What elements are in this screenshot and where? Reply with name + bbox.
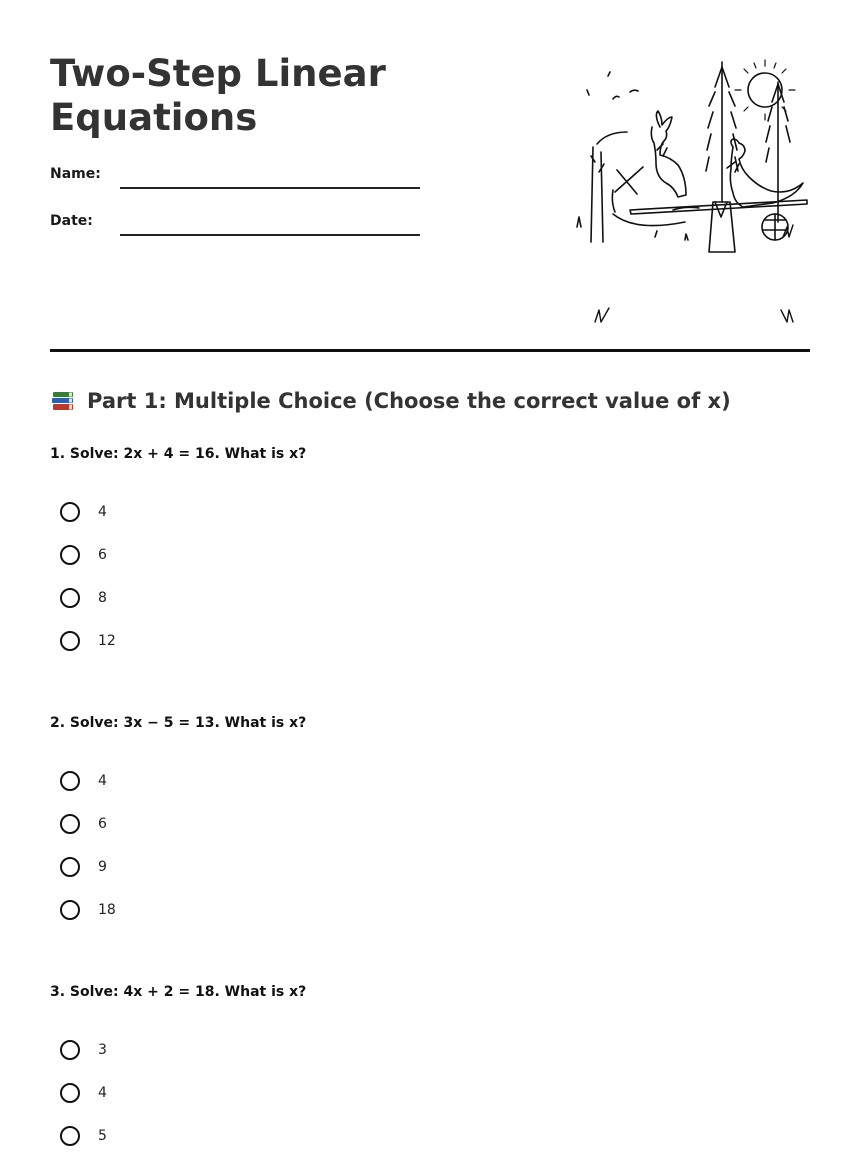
answer-options bbox=[60, 771, 116, 943]
question-text: 2. Solve: 3x − 5 = 13. What is x? bbox=[50, 715, 307, 731]
answer-option[interactable] bbox=[60, 545, 116, 588]
question-text: 3. Solve: 4x + 2 = 18. What is x? bbox=[50, 984, 307, 1000]
answer-option[interactable] bbox=[60, 631, 116, 674]
worksheet-title: Two-Step Linear Equations bbox=[50, 52, 386, 139]
option-label: 6 bbox=[98, 547, 107, 563]
answer-option[interactable] bbox=[60, 1040, 107, 1083]
option-label: 4 bbox=[98, 1085, 107, 1101]
name-label: Name: bbox=[50, 166, 101, 182]
name-input-line[interactable] bbox=[120, 187, 420, 189]
radio-button[interactable] bbox=[60, 631, 80, 651]
header-divider bbox=[50, 349, 810, 352]
question-text: 1. Solve: 2x + 4 = 16. What is x? bbox=[50, 446, 307, 462]
date-label: Date: bbox=[50, 213, 93, 229]
date-input-line[interactable] bbox=[120, 234, 420, 236]
option-label: 12 bbox=[98, 633, 116, 649]
books-icon bbox=[50, 388, 76, 414]
radio-button[interactable] bbox=[60, 545, 80, 565]
radio-button[interactable] bbox=[60, 588, 80, 608]
question-1 bbox=[50, 446, 810, 649]
option-label: 3 bbox=[98, 1042, 107, 1058]
answer-option[interactable] bbox=[60, 814, 116, 857]
answer-option[interactable] bbox=[60, 1126, 107, 1169]
option-label: 4 bbox=[98, 504, 107, 520]
answer-option[interactable] bbox=[60, 771, 116, 814]
radio-button[interactable] bbox=[60, 900, 80, 920]
answer-options bbox=[60, 502, 116, 674]
worksheet-header bbox=[50, 0, 810, 352]
option-label: 4 bbox=[98, 773, 107, 789]
part1-heading-text: Part 1: Multiple Choice (Choose the correct value of x) bbox=[87, 389, 731, 413]
question-3 bbox=[50, 984, 810, 1144]
answer-option[interactable] bbox=[60, 588, 116, 631]
radio-button[interactable] bbox=[60, 502, 80, 522]
option-label: 18 bbox=[98, 902, 116, 918]
kangaroo-seesaw-illustration bbox=[535, 52, 810, 337]
option-label: 9 bbox=[98, 859, 107, 875]
option-label: 5 bbox=[98, 1128, 107, 1144]
answer-options bbox=[60, 1040, 107, 1169]
radio-button[interactable] bbox=[60, 1126, 80, 1146]
radio-button[interactable] bbox=[60, 1040, 80, 1060]
part1-heading bbox=[50, 388, 731, 414]
answer-option[interactable] bbox=[60, 502, 116, 545]
radio-button[interactable] bbox=[60, 814, 80, 834]
option-label: 8 bbox=[98, 590, 107, 606]
answer-option[interactable] bbox=[60, 900, 116, 943]
answer-option[interactable] bbox=[60, 857, 116, 900]
radio-button[interactable] bbox=[60, 771, 80, 791]
option-label: 6 bbox=[98, 816, 107, 832]
worksheet-page bbox=[50, 0, 810, 1161]
radio-button[interactable] bbox=[60, 1083, 80, 1103]
answer-option[interactable] bbox=[60, 1083, 107, 1126]
question-2 bbox=[50, 715, 810, 918]
radio-button[interactable] bbox=[60, 857, 80, 877]
